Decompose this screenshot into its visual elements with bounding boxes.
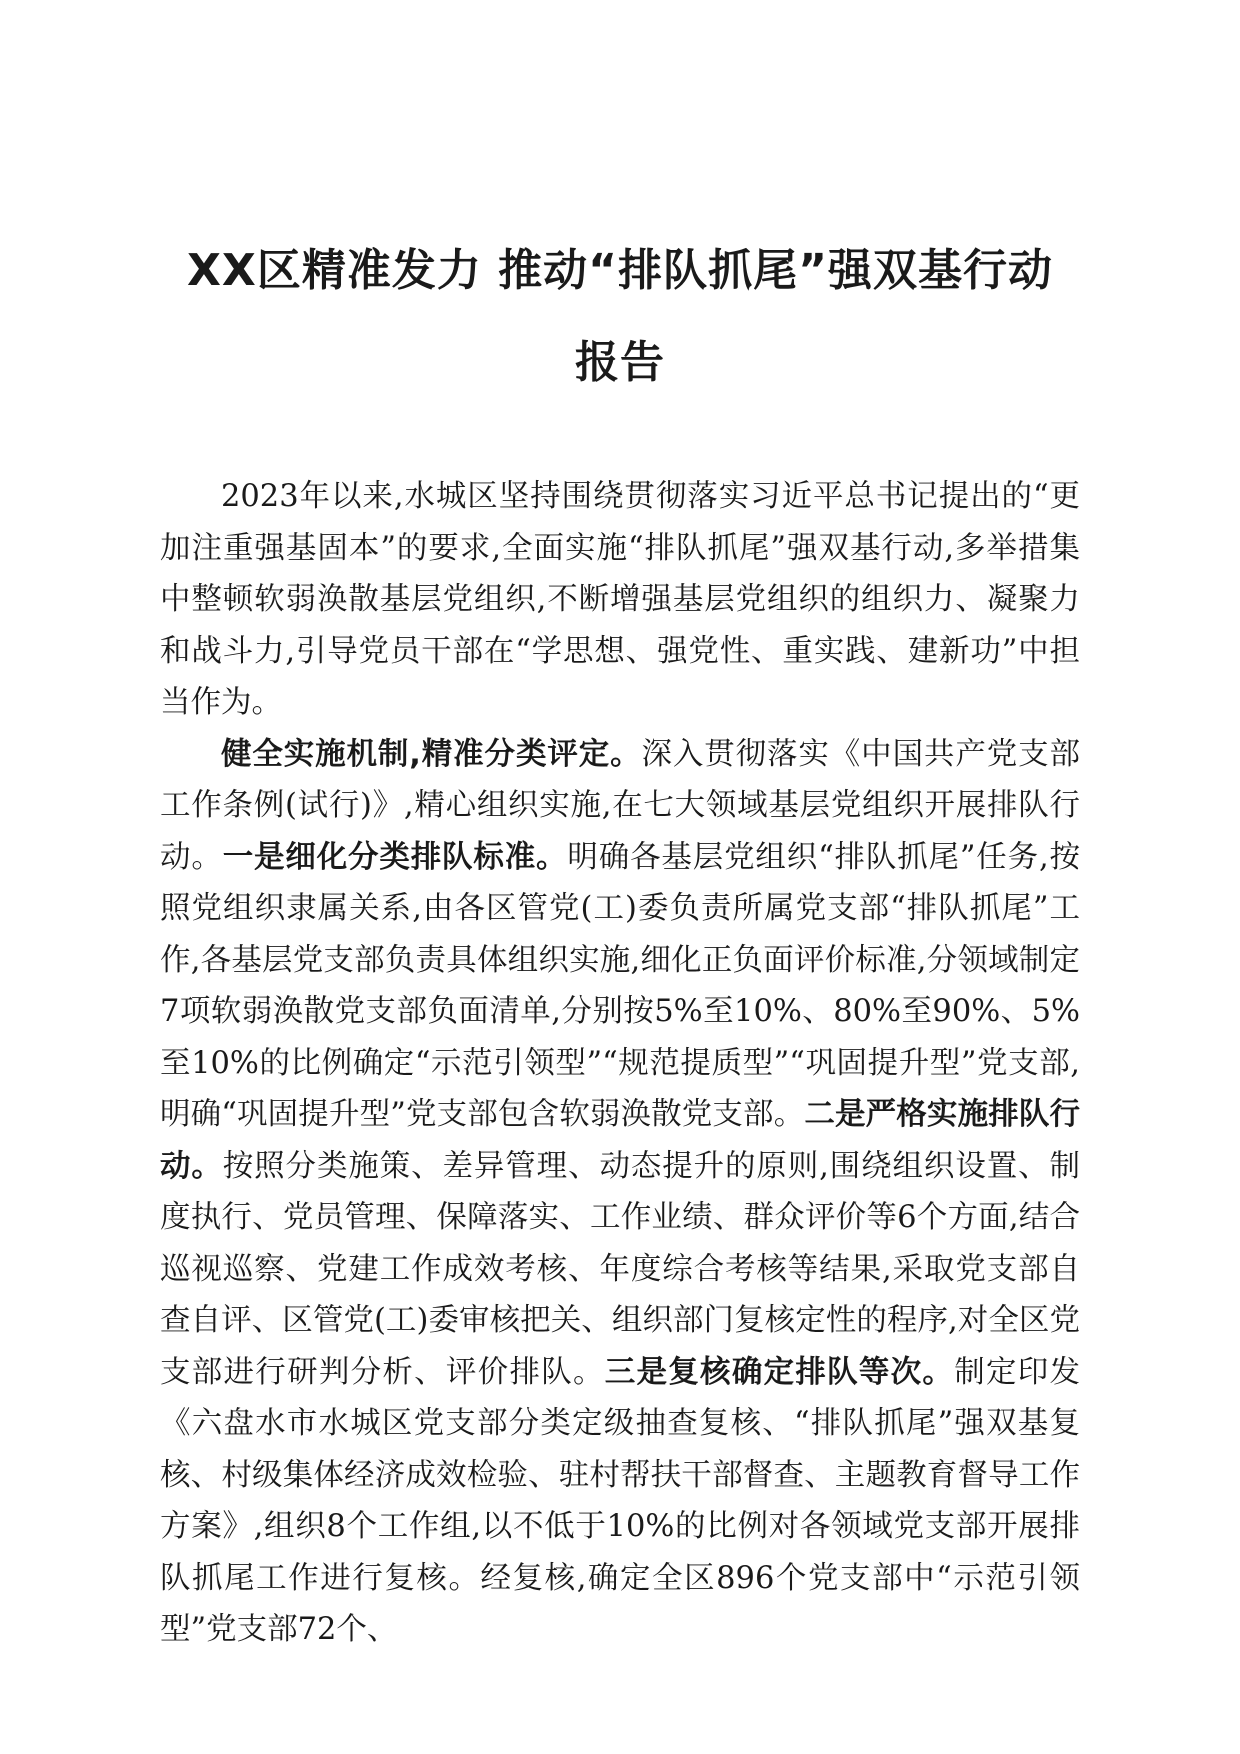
document-body [160,471,1080,1656]
title-line-1: XX区精准发力 推动“排队抓尾”强双基行动 [186,245,1053,296]
subheading-1: 一是细化分类排队标准。 [222,839,568,875]
document-page [160,0,1080,1754]
title-line-2: 报告 [575,337,665,388]
paragraph-text: 制定印发《六盘水市水城区党支部分类定级抽查复核、“排队抓尾”强双基复核、村级集体经济成效检验、驻村帮扶干部督查、主题教育督导工作方案》,组织8个工作组,以不低于10%的比例对各领域党支部开展排队抓尾工作进行复核。经复核,确定全区896个党支部中“示范引领型”党支部72个、 [160,1354,1081,1647]
subheading-2: 二是严格实施排队行动。 [160,1097,1081,1184]
mechanism-paragraph [160,729,1080,1656]
intro-paragraph: 2023年以来,水城区坚持围绕贯彻落实习近平总书记提出的“更加注重强基固本”的要求,全面实施“排队抓尾”强双基行动,多举措集中整顿软弱涣散基层党组织,不断增强基层党组织的组织力、凝聚力和战斗力,引导党员干部在“学思想、强党性、重实践、建新功”中担当作为。 [160,479,1080,720]
section-heading: 健全实施机制,精准分类评定。 [221,736,642,772]
document-title [160,225,1080,409]
paragraph-text: 明确各基层党组织“排队抓尾”任务,按照党组织隶属关系,由各区管党(工)委负责所属党支部“排队抓尾”工作,各基层党支部负责具体组织实施,细化正负面评价标准,分领域制定7项软弱涣散党支部负面清单,分别按5%至10%、80%至90%、5%至10%的比例确定“示范引领型”“规范提质型”“巩固提升型”党支部,明确“巩固提升型”党支部包含软弱涣散党支部。 [160,839,1081,1132]
subheading-3: 三是复核确定排队等次。 [604,1354,955,1390]
paragraph-text: 深入贯彻落实《中国共产党支部工作条例(试行)》,精心组织实施,在七大领域基层党组织开展排队行动。 [160,736,1080,875]
paragraph-text: 按照分类施策、差异管理、动态提升的原则,围绕组织设置、制度执行、党员管理、保障落实、工作业绩、群众评价等6个方面,结合巡视巡察、党建工作成效考核、年度综合考核等结果,采取党支部自查自评、区管党(工)委审核把关、组织部门复核定性的程序,对全区党支部进行研判分析、评价排队。 [160,1148,1080,1390]
